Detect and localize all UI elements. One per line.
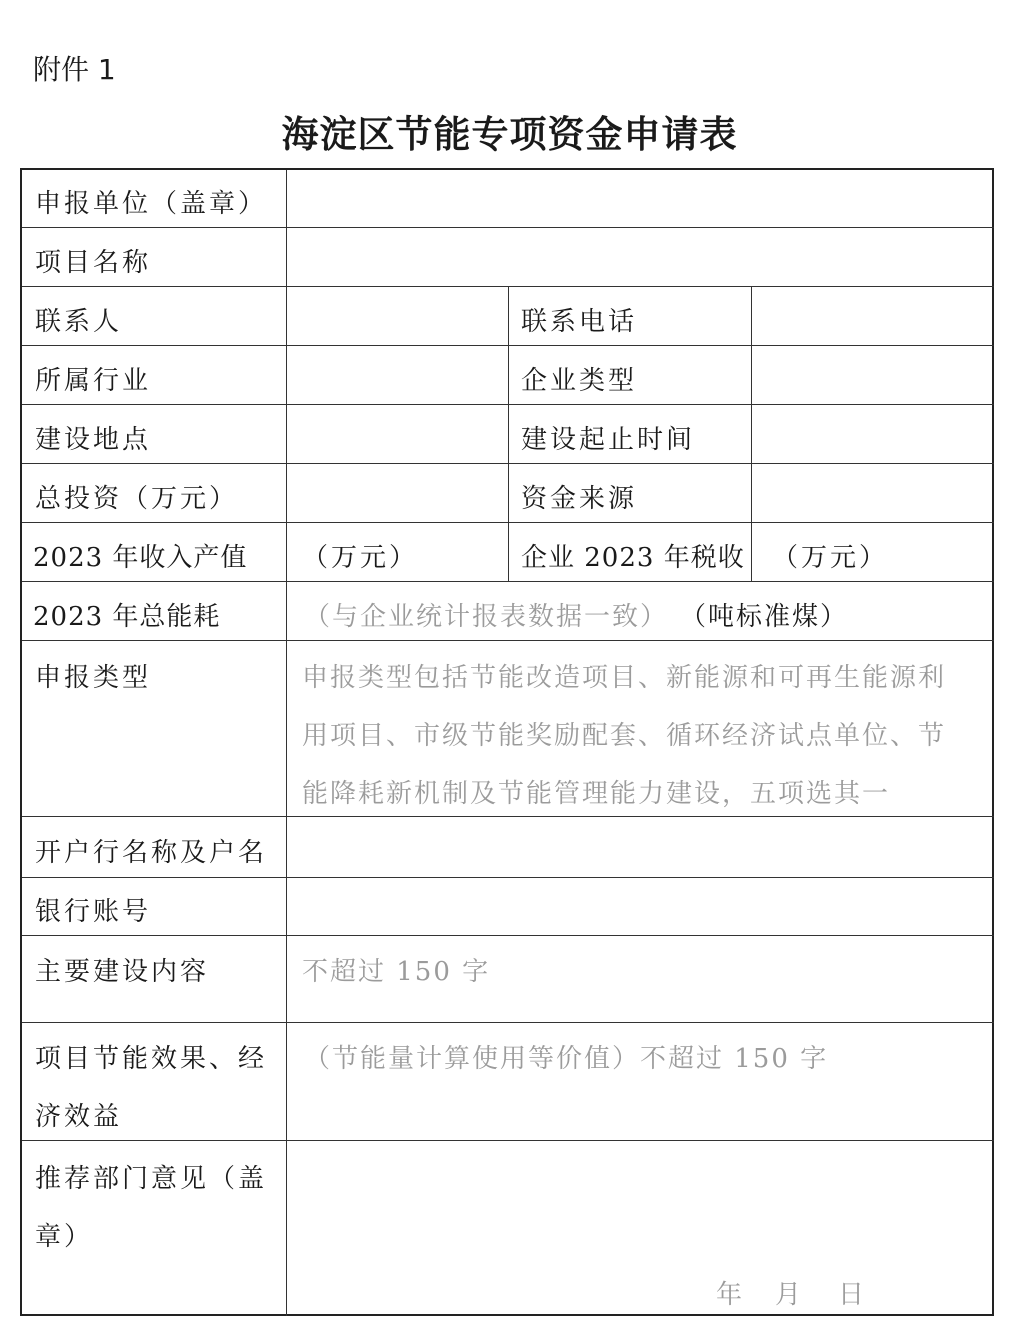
attachment-label: 附件 1 <box>33 53 116 86</box>
recommend-label <box>35 1150 267 1266</box>
effect-hint: （节能量计算使用等价值）不超过 150 字 <box>304 1044 829 1074</box>
period-field[interactable] <box>753 406 992 461</box>
fund-source-field[interactable] <box>753 465 992 520</box>
row-divider <box>22 935 994 936</box>
column-divider <box>751 286 752 581</box>
apply-type-hint-line: 申报类型包括节能改造项目、新能源和可再生能源利 <box>302 663 947 693</box>
revenue-unit: （万元） <box>302 543 419 573</box>
industry-label: 所属行业 <box>35 366 152 396</box>
revenue-label: 2023 年收入产值 <box>33 543 248 573</box>
column-divider <box>508 286 509 581</box>
bank-account-field[interactable] <box>288 879 992 933</box>
enterprise-type-field[interactable] <box>753 347 992 402</box>
row-divider <box>22 581 994 582</box>
enterprise-type-label: 企业类型 <box>521 366 638 396</box>
column-divider <box>286 170 287 1316</box>
phone-field[interactable] <box>753 288 992 343</box>
date-day: 日 <box>838 1280 868 1310</box>
effect-label-line: 项目节能效果、经 <box>35 1044 268 1074</box>
apply-type-hint-line: 能降耗新机制及节能管理能力建设，五项选其一 <box>302 779 891 809</box>
applicant-label: 申报单位（盖章） <box>35 189 268 219</box>
apply-type-label: 申报类型 <box>35 663 152 693</box>
applicant-field[interactable] <box>288 171 992 226</box>
tax-unit: （万元） <box>772 543 889 573</box>
date-month: 月 <box>775 1280 805 1310</box>
tax-label: 企业 2023 年税收 <box>521 543 745 573</box>
row-divider <box>22 877 994 878</box>
row-divider <box>22 640 994 641</box>
row-divider <box>22 227 994 228</box>
effect-label <box>35 1030 267 1146</box>
recommend-label-line: 章） <box>35 1222 94 1252</box>
date-year: 年 <box>716 1280 746 1310</box>
location-field[interactable] <box>288 406 506 461</box>
bank-name-label: 开户行名称及户名 <box>35 838 268 868</box>
energy-hint: （与企业统计报表数据一致） <box>304 602 669 632</box>
investment-label: 总投资（万元） <box>35 484 239 514</box>
bank-name-field[interactable] <box>288 818 992 875</box>
energy-unit: （吨标准煤） <box>680 602 849 632</box>
apply-type-hint <box>302 649 946 823</box>
project-name-field[interactable] <box>288 229 992 284</box>
energy-label: 2023 年总能耗 <box>33 602 221 632</box>
location-label: 建设地点 <box>35 425 152 455</box>
contact-field[interactable] <box>288 288 506 343</box>
investment-field[interactable] <box>288 465 506 520</box>
project-name-label: 项目名称 <box>35 248 152 278</box>
form-title: 海淀区节能专项资金申请表 <box>281 113 738 156</box>
recommend-label-line: 推荐部门意见（盖 <box>35 1164 268 1194</box>
bank-account-label: 银行账号 <box>35 897 152 927</box>
fund-source-label: 资金来源 <box>521 484 638 514</box>
period-label: 建设起止时间 <box>521 425 696 455</box>
industry-field[interactable] <box>288 347 506 402</box>
phone-label: 联系电话 <box>521 307 638 337</box>
content-label: 主要建设内容 <box>35 957 210 987</box>
application-form-table <box>20 168 994 1316</box>
contact-label: 联系人 <box>35 307 123 337</box>
effect-label-line: 济效益 <box>35 1102 123 1132</box>
content-hint: 不超过 150 字 <box>302 957 491 987</box>
row-divider <box>22 1022 994 1023</box>
apply-type-hint-line: 用项目、市级节能奖励配套、循环经济试点单位、节 <box>302 721 947 751</box>
